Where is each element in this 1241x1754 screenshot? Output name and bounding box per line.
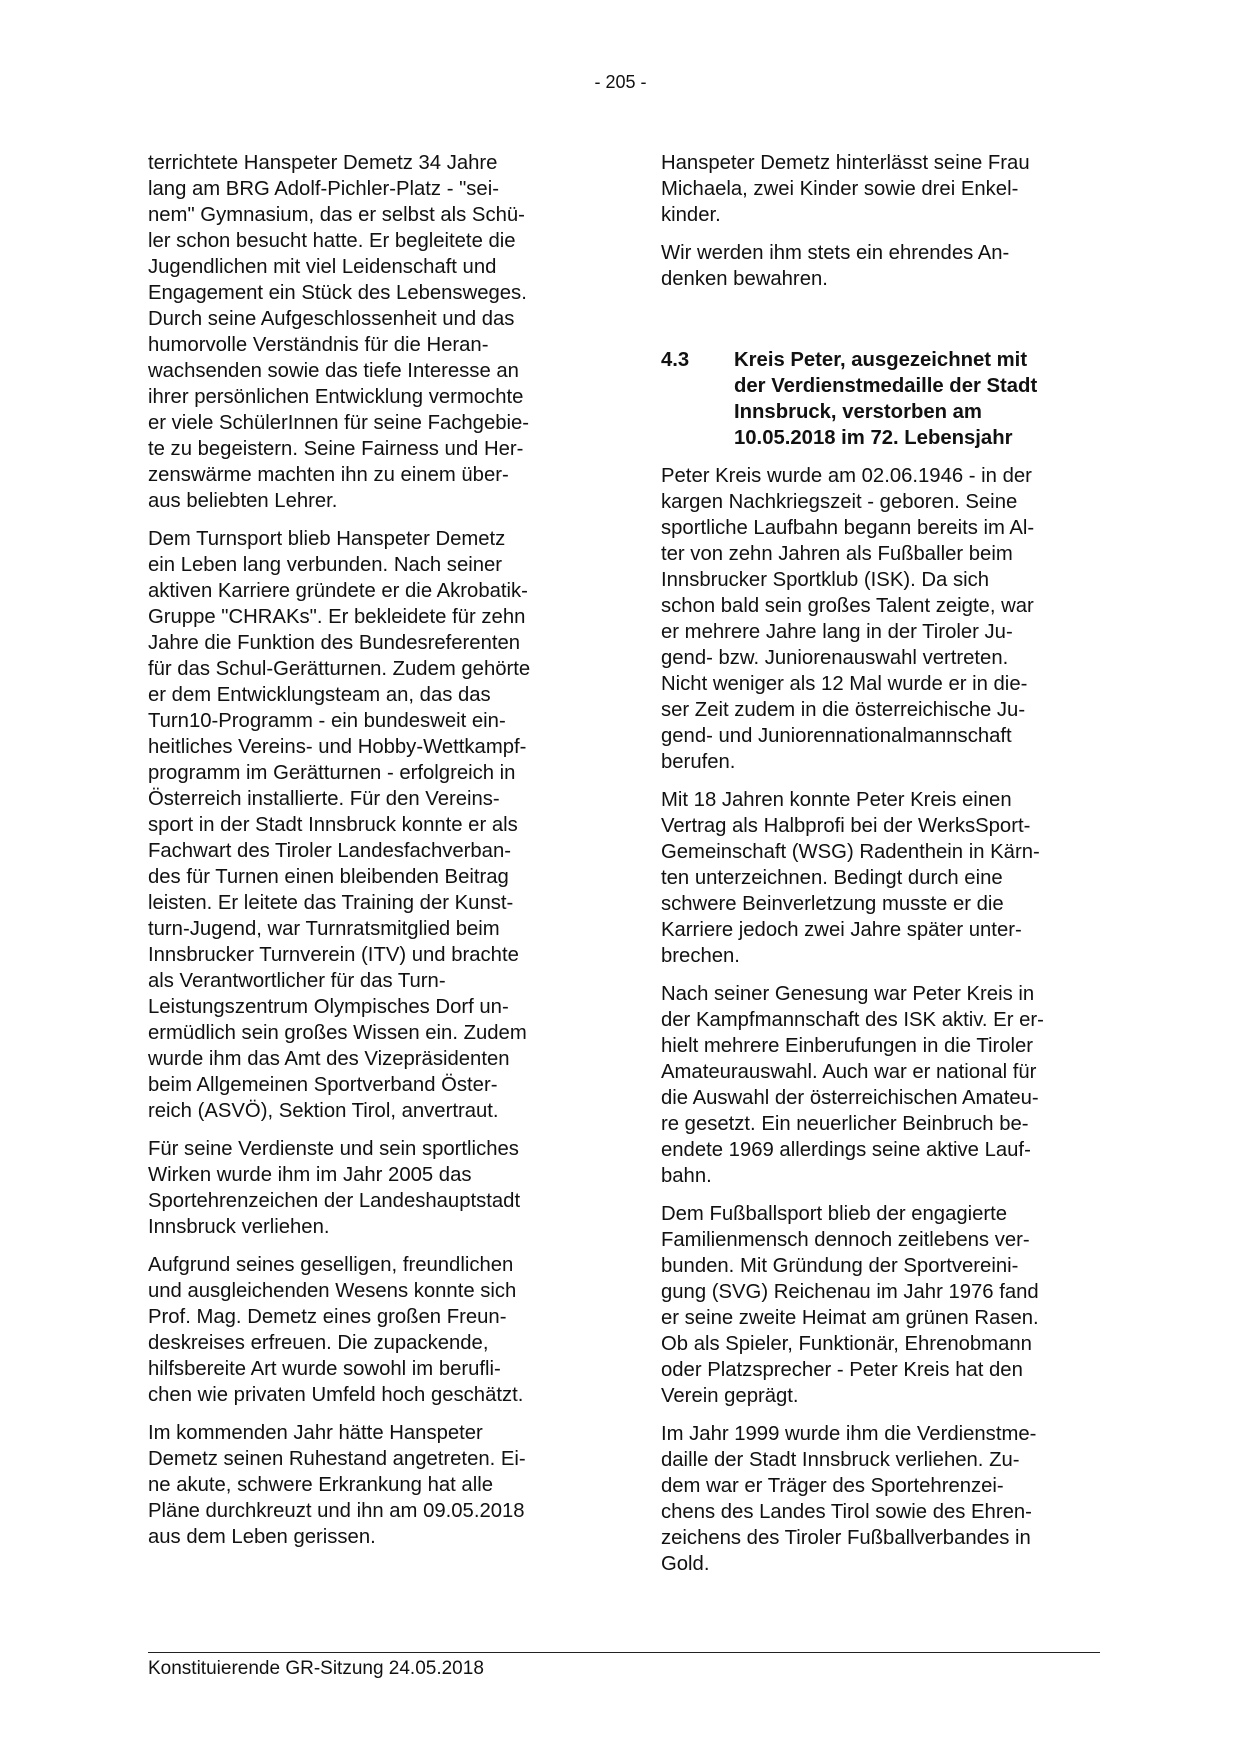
- paragraph: [661, 240, 1091, 292]
- paragraph: [661, 150, 1091, 228]
- text-line: aus dem Leben gerissen.: [148, 1526, 376, 1548]
- paragraph: [661, 787, 1091, 969]
- text-line: chens des Landes Tirol sowie des Ehren-: [661, 1501, 1032, 1523]
- section-title-line: 10.05.2018 im 72. Lebensjahr: [734, 427, 1013, 449]
- text-line: oder Platzsprecher - Peter Kreis hat den: [661, 1359, 1023, 1381]
- text-line: er dem Entwicklungsteam an, das das: [148, 684, 491, 706]
- text-line: nem" Gymnasium, das er selbst als Schü-: [148, 204, 525, 226]
- text-line: und ausgleichenden Wesens konnte sich: [148, 1280, 517, 1302]
- section-number: 4.3: [661, 349, 690, 371]
- footer-text: Konstituierende GR-Sitzung 24.05.2018: [148, 1658, 484, 1679]
- text-line: Innsbrucker Sportklub (ISK). Da sich: [661, 569, 990, 591]
- text-line: Gruppe "CHRAKs". Er bekleidete für zehn: [148, 606, 526, 628]
- text-line: sportliche Laufbahn begann bereits im Al-: [661, 517, 1035, 539]
- text-line: Engagement ein Stück des Lebensweges.: [148, 282, 527, 304]
- text-line: terrichtete Hanspeter Demetz 34 Jahre: [148, 152, 498, 174]
- paragraph: [148, 526, 578, 1124]
- text-line: gend- und Juniorennationalmannschaft: [661, 725, 1012, 747]
- text-line: daille der Stadt Innsbruck verliehen. Zu-: [661, 1449, 1020, 1471]
- paragraph: [661, 981, 1091, 1189]
- text-line: er viele SchülerInnen für seine Fachgebie-: [148, 412, 530, 434]
- text-line: Turn10-Programm - ein bundesweit ein-: [148, 710, 506, 732]
- text-line: ler schon besucht hatte. Er begleitete die: [148, 230, 516, 252]
- text-line: die Auswahl der österreichischen Amateu-: [661, 1087, 1039, 1109]
- text-line: zenswärme machten ihn zu einem über-: [148, 464, 509, 486]
- text-line: reich (ASVÖ), Sektion Tirol, anvertraut.: [148, 1100, 499, 1122]
- text-line: Ob als Spieler, Funktionär, Ehrenobmann: [661, 1333, 1032, 1355]
- text-line: Vertrag als Halbprofi bei der WerksSport-: [661, 815, 1031, 837]
- text-line: ein Leben lang verbunden. Nach seiner: [148, 554, 503, 576]
- text-line: Verein geprägt.: [661, 1385, 799, 1407]
- text-line: gend- bzw. Juniorenauswahl vertreten.: [661, 647, 1009, 669]
- paragraph: [148, 1252, 578, 1408]
- text-line: Österreich installierte. Für den Vereins-: [148, 788, 500, 810]
- text-line: ser Zeit zudem in die österreichische Ju-: [661, 699, 1026, 721]
- text-line: aus beliebten Lehrer.: [148, 490, 338, 512]
- paragraph: [661, 1201, 1091, 1409]
- text-line: Dem Fußballsport blieb der engagierte: [661, 1203, 1008, 1225]
- text-line: hilfsbereite Art wurde sowohl im berufli-: [148, 1358, 501, 1380]
- text-line: er seine zweite Heimat am grünen Rasen.: [661, 1307, 1039, 1329]
- text-line: aktiven Karriere gründete er die Akrobatik-: [148, 580, 528, 602]
- text-line: Amateurauswahl. Auch war er national für: [661, 1061, 1037, 1083]
- text-line: er mehrere Jahre lang in der Tiroler Ju-: [661, 621, 1013, 643]
- text-line: schon bald sein großes Talent zeigte, war: [661, 595, 1034, 617]
- text-line: Pläne durchkreuzt und ihn am 09.05.2018: [148, 1500, 525, 1522]
- right-column: [661, 150, 1091, 1589]
- text-line: Für seine Verdienste und sein sportliches: [148, 1138, 519, 1160]
- text-line: heitliches Vereins- und Hobby-Wettkampf-: [148, 736, 527, 758]
- text-line: dem war er Träger des Sportehrenzei-: [661, 1475, 1004, 1497]
- text-line: Peter Kreis wurde am 02.06.1946 - in der: [661, 465, 1032, 487]
- text-line: Innsbruck verliehen.: [148, 1216, 330, 1238]
- text-line: Gemeinschaft (WSG) Radenthein in Kärn-: [661, 841, 1040, 863]
- paragraph: [661, 463, 1091, 775]
- paragraph: [148, 1420, 578, 1550]
- section-title-line: der Verdienstmedaille der Stadt: [734, 375, 1038, 397]
- text-line: Prof. Mag. Demetz eines großen Freun-: [148, 1306, 507, 1328]
- text-line: schwere Beinverletzung musste er die: [661, 893, 1004, 915]
- text-line: wurde ihm das Amt des Vizepräsidenten: [148, 1048, 510, 1070]
- text-line: ermüdlich sein großes Wissen ein. Zudem: [148, 1022, 527, 1044]
- text-line: te zu begeistern. Seine Fairness und Her-: [148, 438, 524, 460]
- text-line: deskreises erfreuen. Die zupackende,: [148, 1332, 489, 1354]
- text-line: Nach seiner Genesung war Peter Kreis in: [661, 983, 1035, 1005]
- text-line: ihrer persönlichen Entwicklung vermochte: [148, 386, 524, 408]
- text-line: Im Jahr 1999 wurde ihm die Verdienstme-: [661, 1423, 1037, 1445]
- text-line: für das Schul-Gerätturnen. Zudem gehörte: [148, 658, 531, 680]
- paragraph: [148, 150, 578, 514]
- text-line: humorvolle Verständnis für die Heran-: [148, 334, 489, 356]
- text-line: kargen Nachkriegszeit - geboren. Seine: [661, 491, 1018, 513]
- text-line: Fachwart des Tiroler Landesfachverban-: [148, 840, 511, 862]
- text-line: re gesetzt. Ein neuerlicher Beinbruch be-: [661, 1113, 1029, 1135]
- paragraph: [661, 1421, 1091, 1577]
- text-line: Aufgrund seines geselligen, freundlichen: [148, 1254, 514, 1276]
- section-heading: [661, 347, 1091, 451]
- text-line: zeichens des Tiroler Fußballverbandes in: [661, 1527, 1031, 1549]
- left-column: [148, 150, 578, 1562]
- section-title-line: Kreis Peter, ausgezeichnet mit: [734, 349, 1028, 371]
- text-line: ne akute, schwere Erkrankung hat alle: [148, 1474, 493, 1496]
- text-line: leisten. Er leitete das Training der Kunst-: [148, 892, 514, 914]
- text-line: ter von zehn Jahren als Fußballer beim: [661, 543, 1013, 565]
- text-line: Michaela, zwei Kinder sowie drei Enkel-: [661, 178, 1019, 200]
- text-line: der Kampfmannschaft des ISK aktiv. Er er-: [661, 1009, 1044, 1031]
- text-line: Wir werden ihm stets ein ehrendes An-: [661, 242, 1010, 264]
- text-line: Jahre die Funktion des Bundesreferenten: [148, 632, 521, 654]
- text-line: bahn.: [661, 1165, 712, 1187]
- text-line: Dem Turnsport blieb Hanspeter Demetz: [148, 528, 506, 550]
- text-line: Innsbrucker Turnverein (ITV) und brachte: [148, 944, 519, 966]
- text-line: Mit 18 Jahren konnte Peter Kreis einen: [661, 789, 1012, 811]
- section-title-line: Innsbruck, verstorben am: [734, 401, 982, 423]
- text-line: lang am BRG Adolf-Pichler-Platz - "sei-: [148, 178, 499, 200]
- text-line: hielt mehrere Einberufungen in die Tiroler: [661, 1035, 1034, 1057]
- text-line: Durch seine Aufgeschlossenheit und das: [148, 308, 515, 330]
- text-line: endete 1969 allerdings seine aktive Lauf-: [661, 1139, 1031, 1161]
- text-line: turn-Jugend, war Turnratsmitglied beim: [148, 918, 500, 940]
- text-line: brechen.: [661, 945, 740, 967]
- page-number: - 205 -: [594, 72, 647, 92]
- text-line: als Verantwortlicher für das Turn-: [148, 970, 446, 992]
- section-title: [734, 347, 1091, 451]
- text-line: Nicht weniger als 12 Mal wurde er in die-: [661, 673, 1028, 695]
- paragraph: [148, 1136, 578, 1240]
- text-line: gung (SVG) Reichenau im Jahr 1976 fand: [661, 1281, 1039, 1303]
- text-line: denken bewahren.: [661, 268, 828, 290]
- footer-divider: [148, 1652, 1100, 1653]
- text-line: Hanspeter Demetz hinterlässt seine Frau: [661, 152, 1030, 174]
- text-line: Leistungszentrum Olympisches Dorf un-: [148, 996, 509, 1018]
- text-line: kinder.: [661, 204, 721, 226]
- text-line: bunden. Mit Gründung der Sportvereini-: [661, 1255, 1019, 1277]
- text-line: sport in der Stadt Innsbruck konnte er als: [148, 814, 518, 836]
- text-line: wachsenden sowie das tiefe Interesse an: [148, 360, 519, 382]
- text-line: ten unterzeichnen. Bedingt durch eine: [661, 867, 1003, 889]
- text-line: Im kommenden Jahr hätte Hanspeter: [148, 1422, 483, 1444]
- text-line: Karriere jedoch zwei Jahre später unter-: [661, 919, 1022, 941]
- text-line: Gold.: [661, 1553, 710, 1575]
- text-line: Jugendlichen mit viel Leidenschaft und: [148, 256, 497, 278]
- text-line: beim Allgemeinen Sportverband Öster-: [148, 1074, 498, 1096]
- text-line: Sportehrenzeichen der Landeshauptstadt: [148, 1190, 521, 1212]
- text-line: Familienmensch dennoch zeitlebens ver-: [661, 1229, 1030, 1251]
- text-line: Demetz seinen Ruhestand angetreten. Ei-: [148, 1448, 526, 1470]
- text-line: des für Turnen einen bleibenden Beitrag: [148, 866, 509, 888]
- text-line: Wirken wurde ihm im Jahr 2005 das: [148, 1164, 472, 1186]
- text-line: programm im Gerätturnen - erfolgreich in: [148, 762, 516, 784]
- text-line: chen wie privaten Umfeld hoch geschätzt.: [148, 1384, 524, 1406]
- text-line: berufen.: [661, 751, 736, 773]
